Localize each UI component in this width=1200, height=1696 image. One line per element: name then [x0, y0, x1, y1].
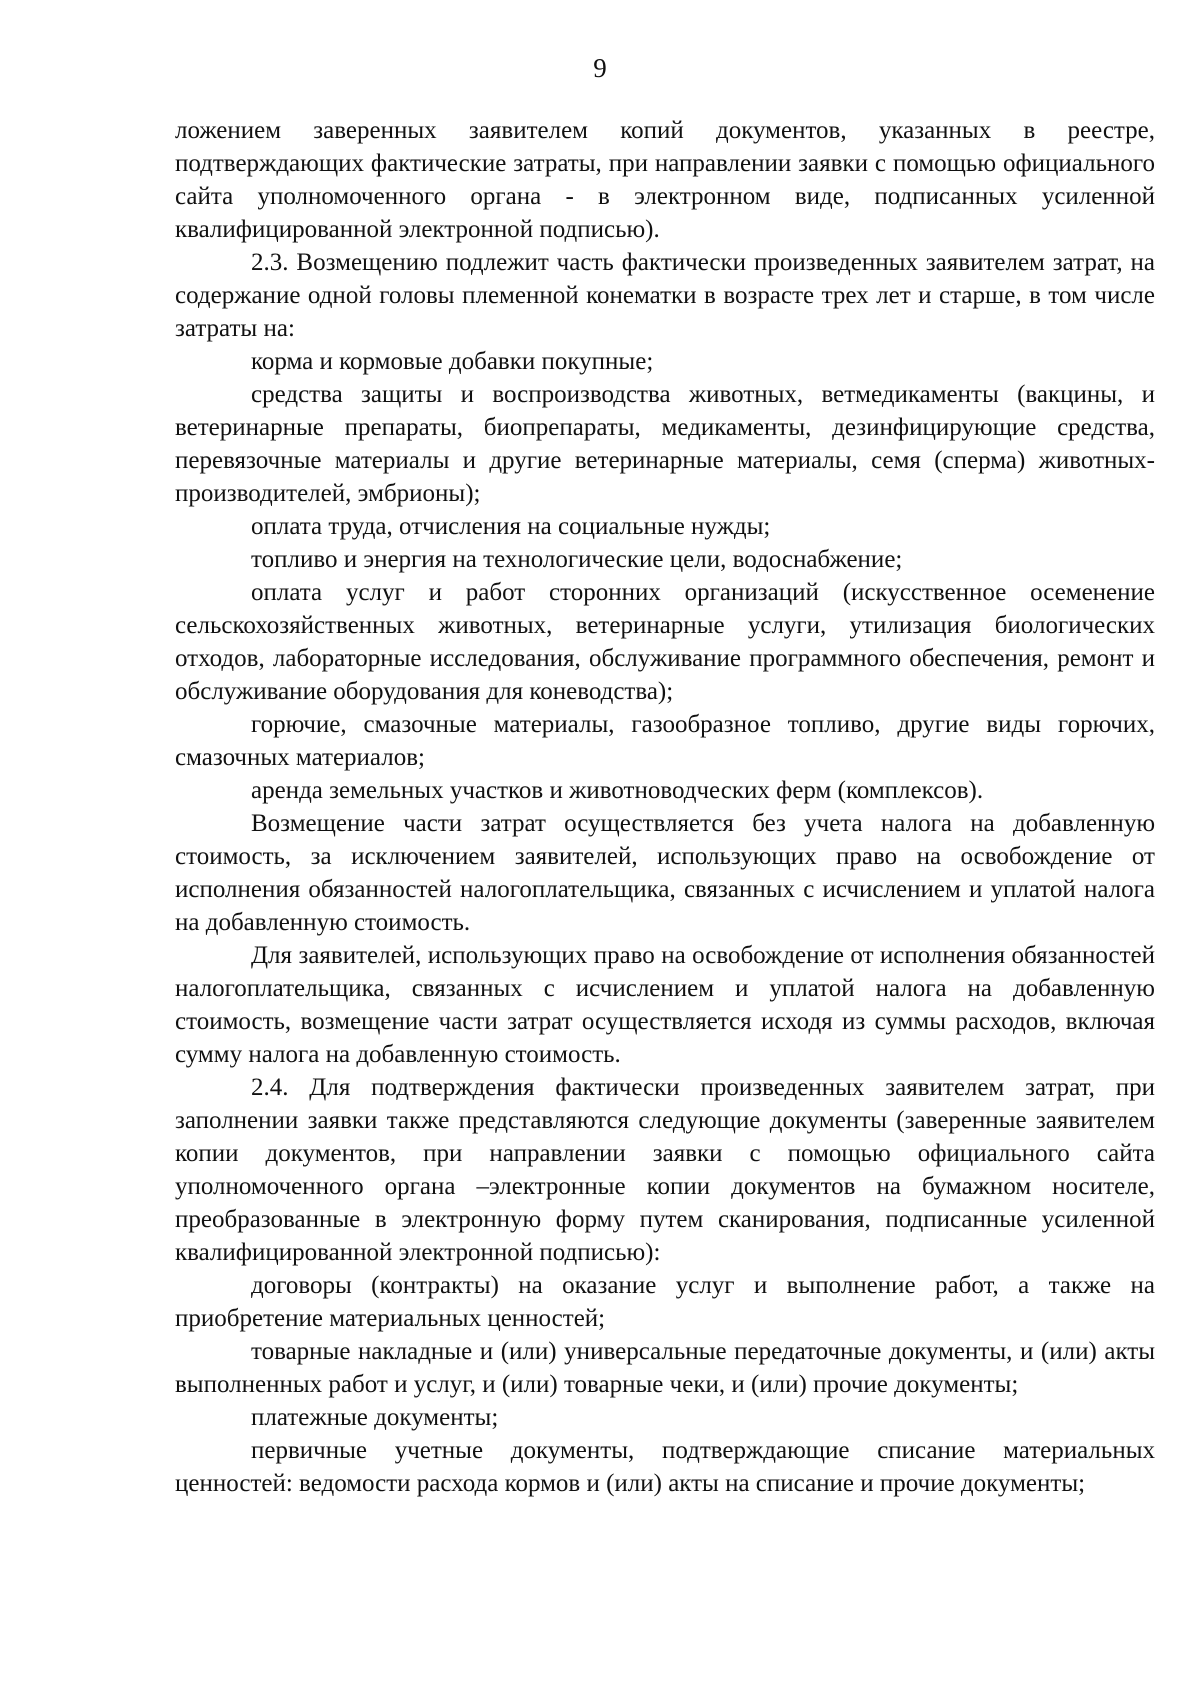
paragraph: горючие, смазочные материалы, газообразное топливо, другие виды горючих, смазочных материалов; [175, 711, 1155, 771]
paragraph: аренда земельных участков и животноводческих ферм (комплексов). [251, 777, 984, 804]
paragraph: оплата труда, отчисления на социальные нужды; [251, 513, 771, 540]
document-body [175, 114, 1155, 1500]
page-number: 9 [593, 53, 607, 83]
paragraph: корма и кормовые добавки покупные; [251, 348, 654, 375]
paragraph: средства защиты и воспроизводства животных, ветмедикаменты (вакцины, и ветеринарные препараты, биопрепараты, медикаменты, дезинфицирующие средства, перевязочные материалы и другие ветеринарные материалы, семя (сперма) животных-производителей, эмбрионы); [175, 381, 1155, 507]
paragraph: оплата услуг и работ сторонних организаций (искусственное осеменение сельскохозяйственных животных, ветеринарные услуги, утилизация биологических отходов, лабораторные исследования, обслуживание программного обеспечения, ремонт и обслуживание оборудования для коневодства); [175, 579, 1155, 705]
paragraph: 2.3. Возмещению подлежит часть фактически произведенных заявителем затрат, на содержание одной головы племенной конематки в возрасте трех лет и старше, в том числе затраты на: [175, 249, 1155, 342]
paragraph: Возмещение части затрат осуществляется без учета налога на добавленную стоимость, за исключением заявителей, использующих право на освобождение от исполнения обязанностей налогоплательщика, связанных с исчислением и уплатой налога на добавленную стоимость. [175, 810, 1155, 936]
paragraph: топливо и энергия на технологические цели, водоснабжение; [251, 546, 903, 573]
paragraph: товарные накладные и (или) универсальные передаточные документы, и (или) акты выполненных работ и услуг, и (или) товарные чеки, и (или) прочие документы; [175, 1338, 1155, 1398]
paragraph: Для заявителей, использующих право на освобождение от исполнения обязанностей налогоплательщика, связанных с исчислением и уплатой налога на добавленную стоимость, возмещение части затрат осуществляется исходя из суммы расходов, включая сумму налога на добавленную стоимость. [175, 942, 1155, 1068]
paragraph: первичные учетные документы, подтверждающие списание материальных ценностей: ведомости расхода кормов и (или) акты на списание и прочие документы; [175, 1437, 1155, 1497]
paragraph: 2.4. Для подтверждения фактически произведенных заявителем затрат, при заполнении заявки также представляются следующие документы (заверенные заявителем копии документов, при направлении заявки с помощью официального сайта уполномоченного органа –электронные копии документов на бумажном носителе, преобразованные в электронную форму путем сканирования, подписанные усиленной квалифицированной электронной подписью): [175, 1074, 1155, 1266]
paragraph: ложением заверенных заявителем копий документов, указанных в реестре, подтверждающих фактические затраты, при направлении заявки с помощью официального сайта уполномоченного органа - в электронном виде, подписанных усиленной квалифицированной электронной подписью). [175, 117, 1155, 243]
paragraph: платежные документы; [251, 1404, 499, 1431]
paragraph: договоры (контракты) на оказание услуг и выполнение работ, а также на приобретение материальных ценностей; [175, 1272, 1155, 1332]
